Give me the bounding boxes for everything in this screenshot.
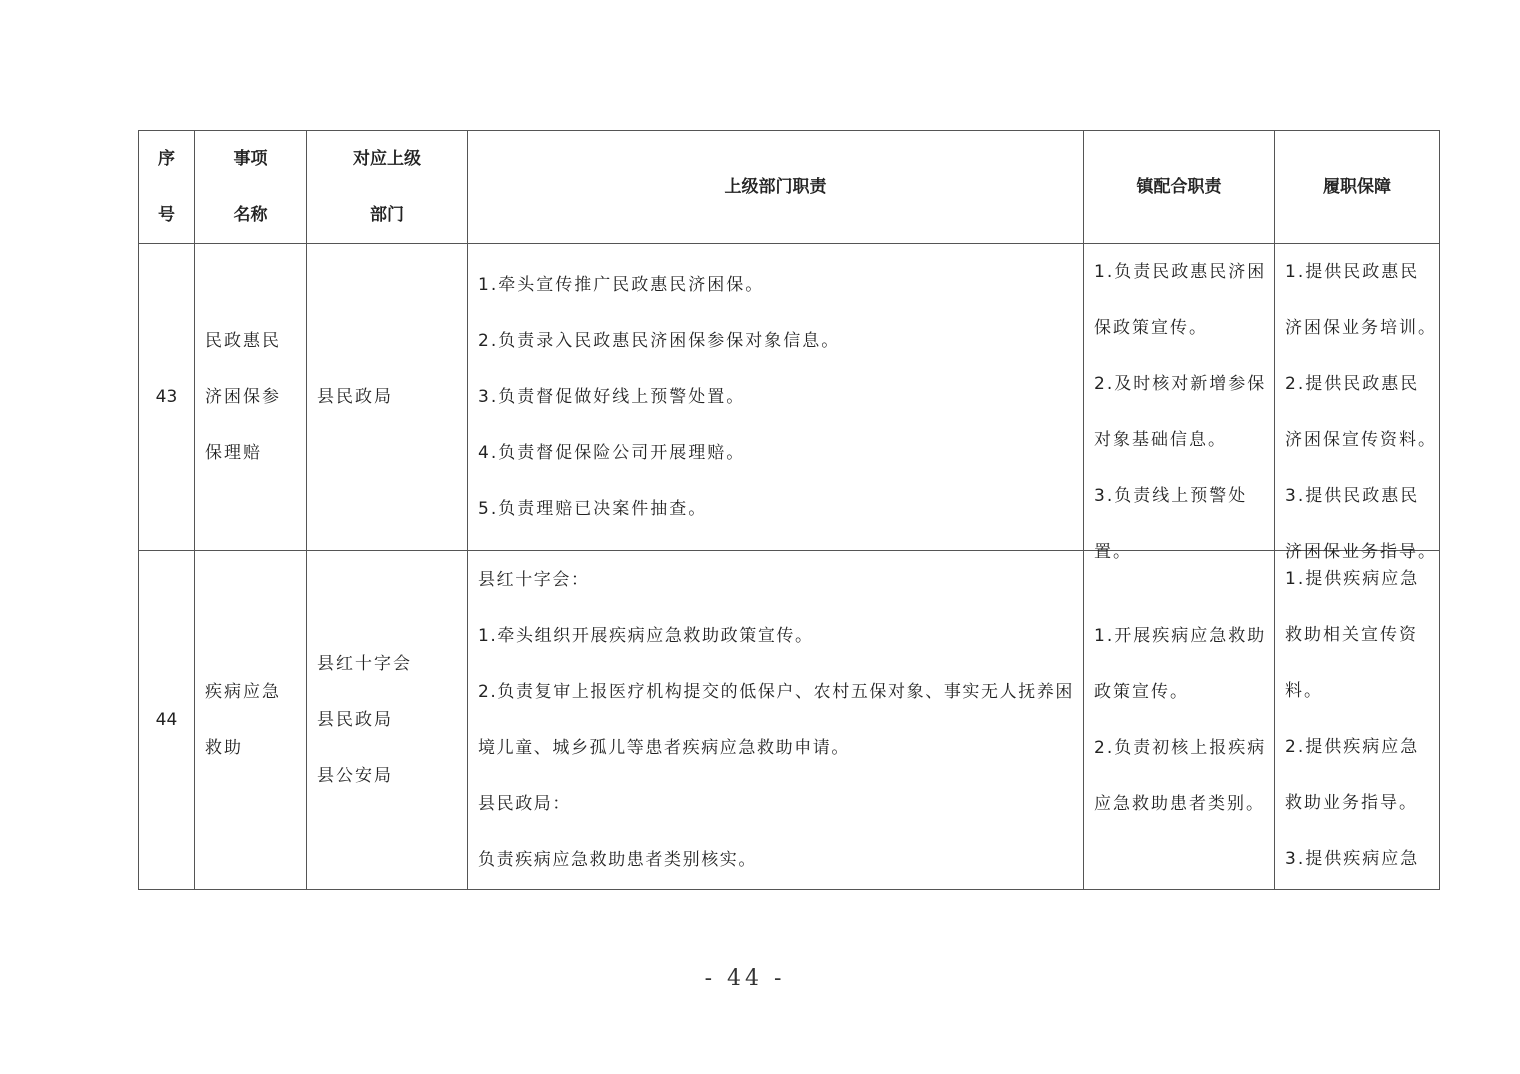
row-upper-duties: 县红十字会： 1.牵头组织开展疾病应急救助政策宣传。 2.负责复审上报医疗机构提交的低保户、农村五保对象、事实无人抚养困 境儿童、城乡孤儿等患者疾病应急救助申请。 县民政局： 负责疾病应急救助患者类别核实。 xyxy=(468,551,1084,890)
page-number: - 44 - xyxy=(704,966,786,991)
row-guarantee: 1.提供疾病应急 救助相关宣传资 料。 2.提供疾病应急 救助业务指导。 3.提供疾病应急 xyxy=(1275,551,1440,890)
row-town-duties: 1.开展疾病应急救助 政策宣传。 2.负责初核上报疾病 应急救助患者类别。 xyxy=(1084,551,1275,890)
row-seq: 43 xyxy=(139,244,195,551)
header-item-name: 事项 名称 xyxy=(195,131,307,244)
row-town-duties: 1.负责民政惠民济困 保政策宣传。 2.及时核对新增参保 对象基础信息。 3.负责线上预警处 置。 xyxy=(1084,244,1275,551)
header-guarantee: 履职保障 xyxy=(1275,131,1440,244)
header-upper-dept: 对应上级 部门 xyxy=(307,131,468,244)
row-guarantee: 1.提供民政惠民 济困保业务培训。 2.提供民政惠民 济困保宣传资料。 3.提供民政惠民 济困保业务指导。 xyxy=(1275,244,1440,551)
row-upper-dept: 县民政局 xyxy=(307,244,468,551)
table-row xyxy=(139,244,1440,551)
row-upper-duties: 1.牵头宣传推广民政惠民济困保。 2.负责录入民政惠民济困保参保对象信息。 3.负责督促做好线上预警处置。 4.负责督促保险公司开展理赔。 5.负责理赔已决案件抽查。 xyxy=(468,244,1084,551)
table-row xyxy=(139,551,1440,890)
header-upper-duties: 上级部门职责 xyxy=(468,131,1084,244)
row-upper-dept: 县红十字会 县民政局 县公安局 xyxy=(307,551,468,890)
header-town-duties: 镇配合职责 xyxy=(1084,131,1275,244)
row-item-name: 民政惠民 济困保参 保理赔 xyxy=(195,244,307,551)
table-header-row xyxy=(139,131,1440,244)
header-seq: 序 号 xyxy=(139,131,195,244)
duty-table xyxy=(138,130,1440,890)
row-item-name: 疾病应急 救助 xyxy=(195,551,307,890)
row-seq: 44 xyxy=(139,551,195,890)
